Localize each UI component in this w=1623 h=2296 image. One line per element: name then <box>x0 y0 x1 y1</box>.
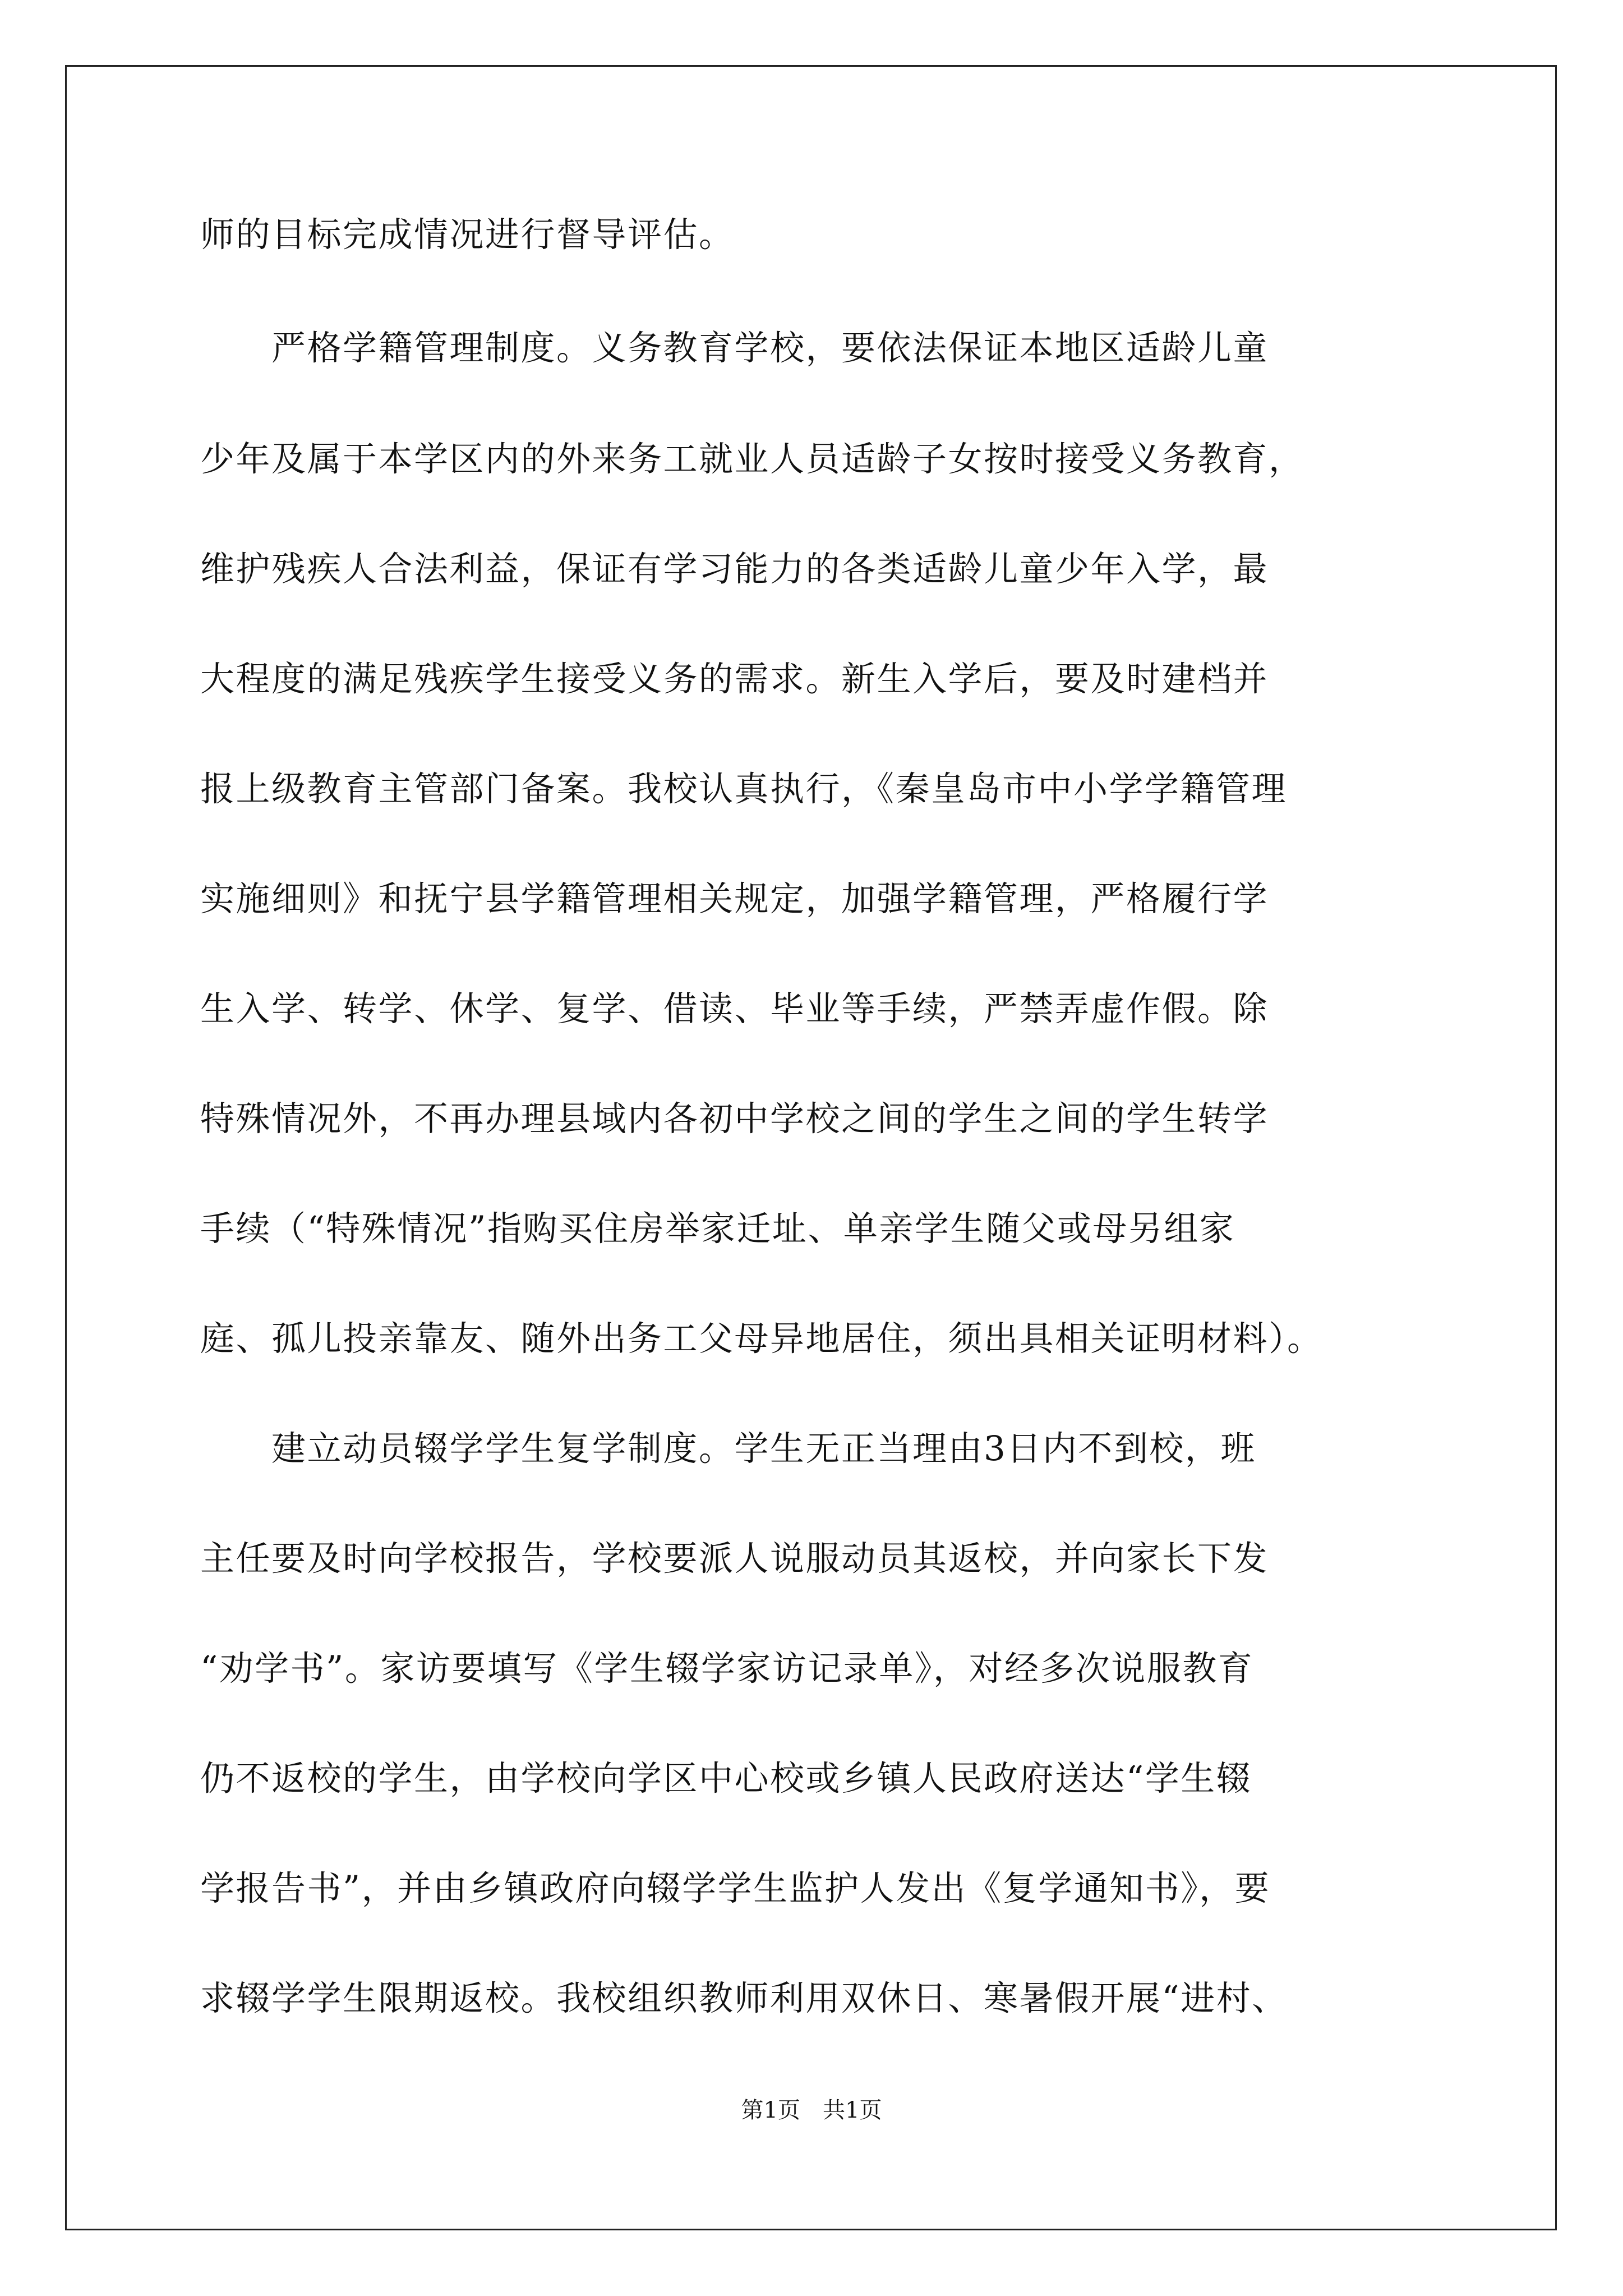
text-line: “劝学书”。家访要填写《学生辍学家访记录单》，对经多次说服教育 <box>200 1649 1254 1688</box>
text-line: 少年及属于本学区内的外来务工就业人员适龄子女按时接受义务教育， <box>200 439 1304 479</box>
text-line: 严格学籍管理制度。义务教育学校，要依法保证本地区适龄儿童 <box>200 328 1269 368</box>
text-line: 学报告书”，并由乡镇政府向辍学学生监护人发出《复学通知书》，要 <box>200 1869 1271 1908</box>
text-line: 手续（“特殊情况”指购买住房举家迁址、单亲学生随父或母另组家 <box>200 1209 1235 1249</box>
text-line: 师的目标完成情况进行督导评估。 <box>200 215 735 255</box>
text-line: 庭、孤儿投亲靠友、随外出务工父母异地居住，须出具相关证明材料）。 <box>200 1319 1323 1359</box>
text-line: 大程度的满足残疾学生接受义务的需求。新生入学后，要及时建档并 <box>200 659 1269 699</box>
text-line: 报上级教育主管部门备案。我校认真执行，《秦皇岛市中小学学籍管理 <box>200 769 1288 809</box>
text-line: 特殊情况外，不再办理县域内各初中学校之间的学生之间的学生转学 <box>200 1099 1269 1139</box>
text-line: 生入学、转学、休学、复学、借读、毕业等手续，严禁弄虚作假。除 <box>200 989 1269 1029</box>
text-line: 建立动员辍学学生复学制度。学生无正当理由3日内不到校，班 <box>200 1429 1256 1469</box>
text-line: 实施细则》和抚宁县学籍管理相关规定，加强学籍管理，严格履行学 <box>200 879 1269 919</box>
text-line: 维护残疾人合法利益，保证有学习能力的各类适龄儿童少年入学，最 <box>200 549 1269 589</box>
text-line: 求辍学学生限期返校。我校组织教师利用双休日、寒暑假开展“进村、 <box>200 1978 1288 2018</box>
text-line: 仍不返校的学生，由学校向学区中心校或乡镇人民政府送达“学生辍 <box>200 1759 1252 1798</box>
text-line: 主任要及时向学校报告，学校要派人说服动员其返校，并向家长下发 <box>200 1539 1269 1579</box>
page-footer: 第1页 共1页 <box>741 2097 882 2123</box>
